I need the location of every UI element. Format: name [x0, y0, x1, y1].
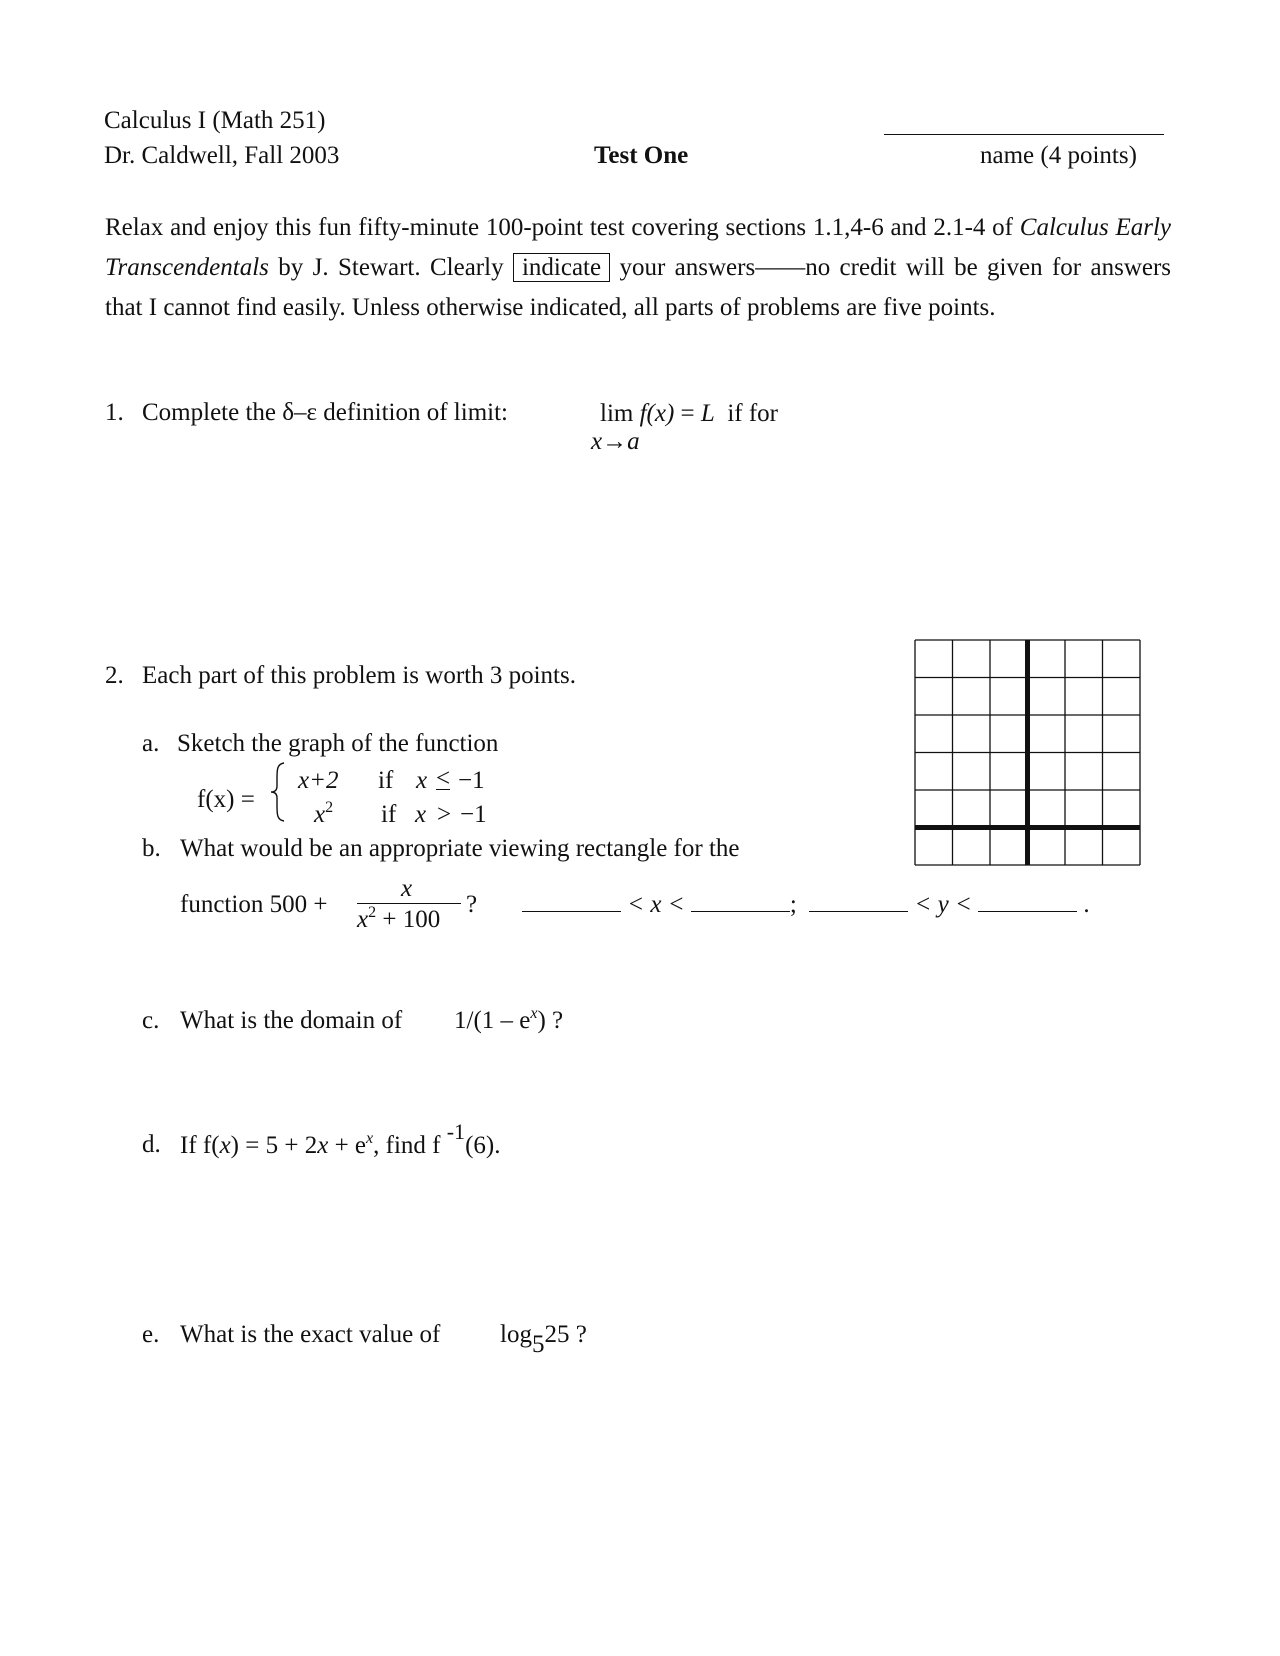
q2b-denominator-exp: 2	[368, 904, 377, 921]
q2b-label: b.	[142, 835, 161, 862]
q2a-text: Sketch the graph of the function	[177, 730, 499, 757]
q2b-denominator-rest: + 100	[382, 906, 441, 933]
q2c-text: What is the domain of	[180, 1007, 403, 1034]
intro-part2: by J. Stewart. Clearly	[278, 254, 504, 281]
q2c-expr-start: 1/(1 – e	[454, 1007, 531, 1034]
q2b-xmax-blank[interactable]	[691, 910, 790, 912]
q2a-case2-expr: x	[314, 801, 326, 828]
q2a-case1-val: −1	[458, 767, 485, 794]
q2a-label: a.	[142, 730, 160, 757]
q2c-expr-exp: x	[530, 1005, 538, 1022]
q2a-case2	[314, 799, 334, 828]
book-title: Calculus Early Transcendentals	[105, 214, 1172, 281]
q1-tail: if for	[727, 400, 778, 427]
q2b-xmin-blank[interactable]	[522, 910, 621, 912]
intro-part3: your answers——no credit will be given for answers that I cannot find easily. Unless otherwise indicated, all parts of problems are five points.	[105, 254, 1172, 321]
q2a-case2-exp: 2	[325, 799, 334, 816]
q2d-x2: x	[317, 1132, 329, 1159]
q2a-case1-if: if	[378, 767, 394, 794]
q2a-fx-lhs: f(x) =	[197, 786, 255, 813]
q2a-case2-if: if	[381, 801, 397, 828]
test-title: Test One	[594, 142, 689, 169]
q2b-period: .	[1083, 891, 1090, 918]
q1-eq: =	[680, 400, 701, 427]
q2d-inverse: -1	[446, 1119, 466, 1144]
q2e-expr	[500, 1321, 587, 1358]
q2a-case1-x: x	[416, 767, 428, 794]
q2a-case2-rel: >	[437, 801, 452, 828]
q2e-base: 5	[531, 1331, 545, 1358]
q2b-ymin-blank[interactable]	[809, 910, 908, 912]
q1-fx: f(x)	[639, 400, 675, 427]
q2b-semicolon: ;	[789, 891, 797, 918]
q2e-text: What is the exact value of	[180, 1321, 441, 1348]
q2-text: Each part of this problem is worth 3 points.	[142, 662, 576, 689]
left-brace-icon	[268, 761, 288, 823]
q2d-text-mid2: + e	[334, 1132, 367, 1159]
q1-lim: lim	[600, 400, 634, 427]
q2b-denominator	[357, 904, 441, 933]
q2d-label: d.	[142, 1131, 161, 1158]
q2a-case1-rel-sign: <	[436, 765, 451, 792]
course-title: Calculus I (Math 251)	[104, 107, 326, 134]
q2a-case1-rel	[436, 765, 451, 792]
q2b-y-rel: < y <	[914, 891, 972, 918]
q2a-case2-val: −1	[460, 801, 487, 828]
q2b-answer-row	[522, 892, 1090, 917]
q1-L: L	[700, 400, 715, 427]
instructor-line: Dr. Caldwell, Fall 2003	[104, 142, 340, 169]
q2b-numerator: x	[401, 875, 413, 902]
q2b-func-prefix: function 500 +	[180, 891, 328, 918]
q2a-case1-expr: x+2	[298, 767, 339, 794]
q2b-denominator-x: x	[357, 906, 369, 933]
q2d-text-mid: ) = 5 + 2	[230, 1132, 318, 1159]
q2c-expr	[454, 1005, 564, 1034]
q1-number: 1.	[105, 399, 124, 426]
q2b-ymax-blank[interactable]	[978, 910, 1077, 912]
name-label: name (4 points)	[980, 142, 1137, 169]
q2d-expr	[180, 1119, 501, 1159]
q2a-case2-x: x	[415, 801, 427, 828]
q1-text: Complete the δ–ε definition of limit:	[142, 399, 508, 426]
q2e-label: e.	[142, 1321, 160, 1348]
boxed-indicate: indicate	[513, 253, 610, 282]
q2e-log: log	[500, 1321, 532, 1348]
q2b-x-rel: < x <	[627, 891, 685, 918]
q2-number: 2.	[105, 662, 124, 689]
q1-limit-subscript: x→a	[591, 428, 640, 455]
intro-part1: Relax and enjoy this fun fifty-minute 100-point test covering sections 1.1,4-6 and 2.1-4 of	[105, 214, 1014, 241]
q2e-arg: 25 ?	[544, 1321, 587, 1348]
q2d-x1: x	[219, 1132, 231, 1159]
q2d-exp: x	[366, 1130, 374, 1147]
q2d-text-start: If f(	[180, 1132, 220, 1159]
q2d-text-mid3: , find f	[373, 1132, 441, 1159]
q2c-expr-end: ) ?	[537, 1007, 564, 1034]
q2c-label: c.	[142, 1007, 160, 1034]
q2d-text-end: (6).	[465, 1132, 501, 1159]
q2b-text: What would be an appropriate viewing rectangle for the	[180, 835, 740, 862]
q2b-question: ?	[466, 891, 478, 918]
